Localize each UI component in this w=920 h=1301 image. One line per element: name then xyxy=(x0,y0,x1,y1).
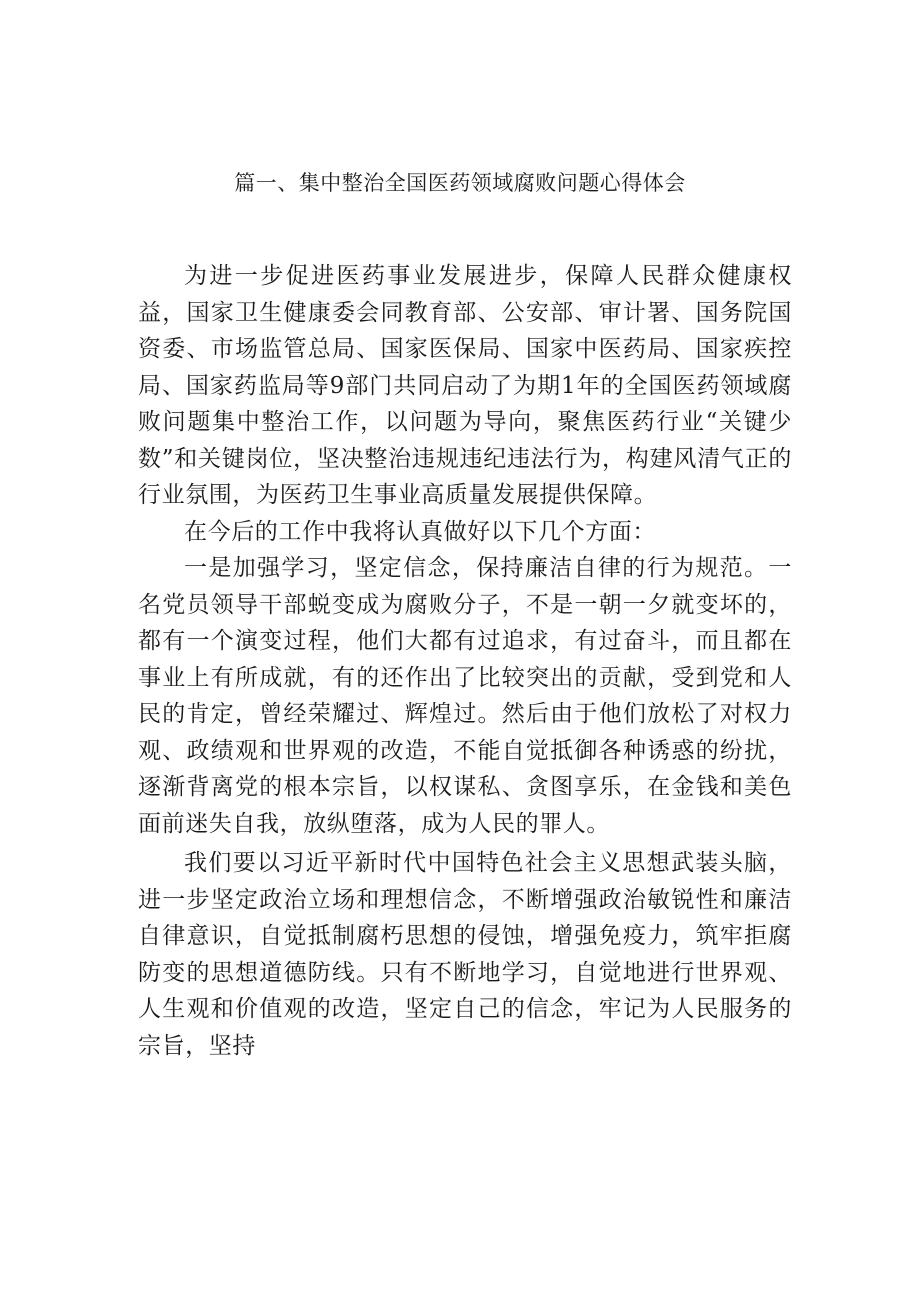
paragraph-2: 在今后的工作中我将认真做好以下几个方面： xyxy=(184,518,656,545)
paragraph-1: 为进一步促进医药事业发展进步，保障人民群众健康权益，国家卫生健康委会同教育部、公安部、审计署、国务院国资委、市场监管总局、国家医保局、国家中医药局、国家疾控局、国家药监局等9部门共同启动了为期1年的全国医药领域腐败问题集中整治工作，以问题为导向，聚焦医药行业“关键少数”和关键岗位，坚决整治违规违纪违法行为，构建风清气正的行业氛围，为医药卫生事业高质量发展提供保障。 xyxy=(138,263,792,508)
document-title: 篇一、集中整治全国医药领域腐败问题心得体会 xyxy=(234,171,686,195)
document-body xyxy=(138,258,792,1064)
paragraph-3: 一是加强学习，坚定信念，保持廉洁自律的行为规范。一名党员领导干部蜕变成为腐败分子，不是一朝一夕就变坏的，都有一个演变过程，他们大都有过追求，有过奋斗，而且都在事业上有所成就，有的还作出了比较突出的贡献，受到党和人民的肯定，曾经荣耀过、辉煌过。然后由于他们放松了对权力观、政绩观和世界观的改造，不能自觉抵御各种诱惑的纷扰，逐渐背离党的根本宗旨，以权谋私、贪图享乐，在金钱和美色面前迷失自我，放纵堕落，成为人民的罪人。 xyxy=(138,555,792,837)
paragraph-4: 我们要以习近平新时代中国特色社会主义思想武装头脑，进一步坚定政治立场和理想信念，不断增强政治敏锐性和廉洁自律意识，自觉抵制腐朽思想的侵蚀，增强免疫力，筑牢拒腐防变的思想道德防线。只有不断地学习，自觉地进行世界观、人生观和价值观的改造，坚定自己的信念，牢记为人民服务的宗旨，坚持 xyxy=(138,850,792,1059)
